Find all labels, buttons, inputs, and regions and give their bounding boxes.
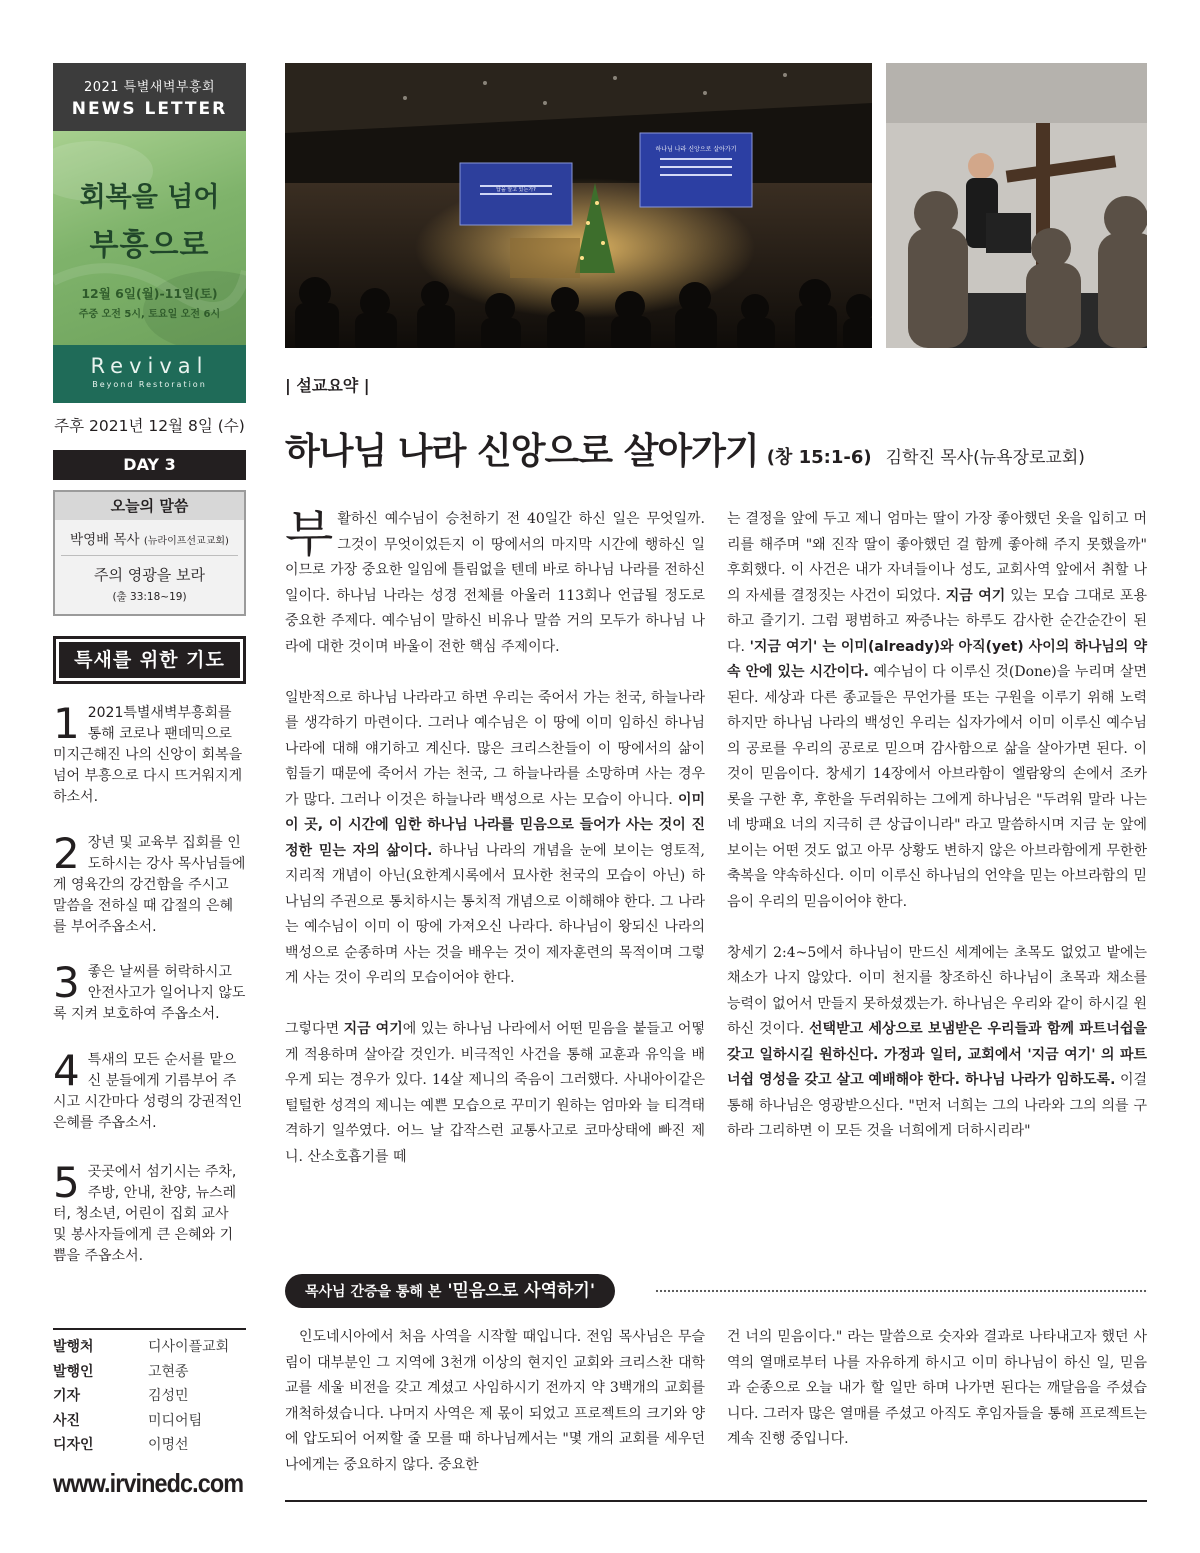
drop-cap: 부 [285,505,334,563]
prayer-item [53,699,246,808]
testimony-paragraph: 건 너의 믿음이다." 라는 말씀으로 숫자와 결과로 나타내고자 했던 사역의 열매로부터 나를 자유하게 하시고 이미 하나님이 하신 일, 믿음과 순종으로 오늘 내가 할 일만 하며 나가면 된다는 깨달음을 주셨습니다. 그러자 많은 열매를 주셨고 아직도 후임자들을 통해 프로젝트는 계속 진행 중입니다. [727,1329,1147,1447]
prayer-item [53,1046,246,1134]
preacher-photo [886,63,1147,348]
article-paragraph [727,941,1147,1145]
credit-label: 사진 [53,1412,81,1429]
article-paragraph [285,686,705,992]
emphasis-text: 선택받고 세상으로 보냄받은 우리들과 함께 파트너쉽을 갖고 일하시길 원하신다. 가정과 일터, 교회에서 '지금 여기' 의 파트너쉽 영성을 갖고 살고 예배해야 한다. 하나님 나라가 임하도록. [727,1021,1148,1088]
prayer-heading-box [53,636,246,684]
issue-date: 주후 2021년 12월 8일 (수) [54,417,245,435]
credit-row [53,1384,246,1409]
section-kicker: | 설교요약 | [285,376,370,395]
paragraph-text: 창세기 2:4~5에서 하나님이 만드신 세계에는 초목도 없었고 밭에는 채소가 나지 않았다. 이미 천지를 창조하신 하나님이 초목과 채소를 능력이 없어서 만들지 못하셨겠는가. 하나님은 우리와 같이 하시길 원하신 것이다. [727,944,1147,1037]
paragraph-text: 이걸 통해 하나님은 영광받으신다. "먼저 너희는 그의 나라와 그의 의를 구하라 그리하면 이 모든 것을 너희에게 더하시리라" [727,1072,1148,1139]
cover-title-line2: 부흥으로 [89,228,210,263]
testimony-heading [285,1274,615,1308]
publication-credits [53,1328,246,1458]
cover-header [53,63,246,131]
article-paragraph [285,1017,705,1170]
cover-title-line1: 회복을 넘어 [79,182,220,213]
slide-left-text: 답을 알고 있는가? [496,187,536,193]
paragraph-text: 예수님이 다 이루신 것(Done)을 누리며 살면 된다. 세상과 다른 종교들은 무언가를 또는 구원을 이루기 위해 노력하지만 하나님 나라의 백성인 우리는 십자가에서 이미 이루신 예수님의 공로를 우리의 공로로 믿으며 감사함으로 삶을 살아가면 된다. 이것이 믿음이다. 창세기 14장에서 아브라함이 엘람왕의 손에서 조카 롯을 구한 후, 후한을 두려워하는 그에게 하나님은 "두려워 말라 나는 네 방패요 너의 지극히 큰 상급이니라" 라고 말씀하시며 지금 눈 앞에 보이는 어떤 것도 없고 아무 상황도 변하지 않은 아브라함에게 무한한 축복을 약속하신다. 이미 이루신 하나님의 언약을 믿는 아브라함의 믿음이 우리의 믿음이어야 한다. [727,664,1147,910]
cover-revival: Revival [90,354,209,378]
testimony-column-1 [285,1325,705,1478]
emphasis-text: 이미 이 곳, 이 시간에 임한 하나님 나라를 믿음으로 들어가 사는 것이 진정한 믿는 자의 삶이다. [285,791,705,859]
prayer-item [53,1158,246,1267]
paragraph-text: 에 있는 하나님 나라에서 어떤 믿음을 붙들고 어떻게 적용하며 살아갈 것인가. 비극적인 사건을 통해 교훈과 유익을 배우게 되는 경우가 있다. 14살 제니의 죽음이 그러했다. 사내아이같은 털털한 성격의 제니는 예쁜 모습으로 꾸미기 원하는 엄마와 늘 티격태격하기 일쑤였다. 어느 날 갑작스런 교통사고로 코마상태에 빠진 제니. 산소호흡기를 떼 [285,1021,705,1165]
todays-word-title: 주의 영광을 보라 [94,566,205,584]
cover-year-title: 2021 특별새벽부흥회 [83,80,216,95]
newsletter-cover [53,63,246,403]
worship-service-photo [285,63,872,348]
paragraph-text: 는 결정을 앞에 두고 제니 엄마는 딸이 가장 좋아했던 옷을 입히고 머리를 해주며 "왜 진작 딸이 좋아했던 걸 함께 좋아해 주지 못했을까" 후회했다. 이 사건은 내가 자녀들이나 성도, 교회사역 앞에서 취할 나의 자세를 결정짓는 사건이 되었다. [727,511,1147,604]
credit-value: 고현종 [148,1363,189,1380]
credit-value: 미디어팀 [148,1412,203,1429]
cover-times: 주중 오전 5시, 토요일 오전 6시 [78,309,221,320]
prayer-item [53,958,246,1025]
slide-right-text: 하나님 나라 신앙으로 살아가기 [655,146,737,153]
prayer-text: 특새의 모든 순서를 맡으신 분들에게 기름부어 주시고 시간마다 성령의 강권적인 은혜를 주옵소서. [53,1052,243,1131]
prayer-number: 5 [53,1158,80,1207]
todays-word-box [53,490,246,616]
preacher-church: (뉴라이프선교교회) [143,536,229,547]
article-paragraph [285,507,705,660]
credit-label: 기자 [53,1388,81,1404]
cover-newsletter-label: NEWS LETTER [71,99,228,119]
prayer-number: 1 [53,699,80,748]
cover-revival-subtitle: Beyond Restoration [92,380,207,389]
bottom-rule [285,1500,1147,1502]
testimony-heading-title: '믿음으로 사역하기' [447,1281,596,1301]
cover-dates: 12월 6일(월)-11일(토) [81,286,218,301]
church-website: www.irvinedc.com [53,1468,244,1498]
credit-row [53,1360,246,1385]
cover-footer [53,345,246,403]
credit-row [53,1409,246,1434]
article-author: 김학진 목사(뉴욕장로교회) [885,448,1085,468]
preacher-name: 박영배 목사 [70,532,140,548]
emphasis-text: 지금 여기 [343,1021,403,1037]
cover-artwork [53,131,246,345]
credit-value: 디사이플교회 [148,1339,230,1355]
scripture-reference: (창 15:1-6) [766,447,872,468]
prayer-heading: 특새를 위한 기도 [59,642,240,678]
paragraph-text: 활하신 예수님이 승천하기 전 40일간 하신 일은 무엇일까. 그것이 무엇이었든지 이 땅에서의 마지막 시간에 행하신 일이므로 가장 중요한 일임에 틀림없을 텐데 바로 하나님 나라를 전하신 일이다. 하나님 나라는 성경 전체를 아울러 113회나 언급될 정도로 중요한 주제다. 예수님이 말하신 비유나 말씀 거의 모두가 하나님 나라에 대한 것이며 바울이 전한 핵심 주제이다. [285,511,705,655]
credit-label: 발행인 [53,1363,94,1380]
testimony-heading-lead: 목사님 간증을 통해 본 [305,1284,442,1300]
paragraph-text: 그렇다면 [285,1021,340,1037]
prayer-number: 3 [53,958,80,1007]
credit-row [53,1335,246,1360]
prayer-text: 좋은 날씨를 허락하시고 안전사고가 일어나지 않도록 지켜 보호하여 주옵소서. [53,964,246,1022]
todays-word-preacher [61,520,238,556]
prayer-item [53,829,246,938]
testimony-paragraph: 인도네시아에서 처음 사역을 시작할 때입니다. 전임 목사님은 무슬림이 대부분인 그 지역에 3천개 이상의 현지인 교회와 크리스찬 대학교를 세울 비전을 갖고 계셨고 사임하시기 전까지 약 3백개의 교회를 개척하셨습니다. 나머지 사역은 제 몫이 되었고 프로젝트의 크기와 양에 압도되어 어찌할 줄 모를 때 하나님께서는 "몇 개의 교회를 세우던 나에게는 중요하지 않다. 중요한 [285,1329,705,1473]
article-headline [285,423,1085,474]
emphasis-text: 지금 여기 [945,587,1006,604]
prayer-text: 2021특별새벽부흥회를 통해 코로나 팬데믹으로 미지근해진 나의 신앙이 회복을 넘어 부흥으로 다시 뜨거워지게 하소서. [53,705,243,805]
article-paragraph [727,507,1147,915]
prayer-number: 2 [53,829,80,878]
credit-value: 김성민 [148,1388,189,1404]
credit-value: 이명선 [148,1437,189,1453]
paragraph-text: 있는 모습 그대로 포용하고 즐기기. 그럼 평범하고 짜증나는 하루도 감사한 순간순간이 된다. [727,587,1147,655]
worship-service-illustration [285,63,872,348]
article-title: 하나님 나라 신앙으로 살아가기 [285,431,759,472]
dotted-divider [655,1289,1147,1293]
day-label: DAY 3 [53,450,246,480]
emphasis-text: '지금 여기' 는 이미(already)와 아직(yet) 사이의 하나님의 약속 안에 있는 시간이다. [727,638,1147,680]
todays-word-heading: 오늘의 말씀 [55,492,244,520]
article-column-1 [285,507,705,1170]
paragraph-text: 일반적으로 하나님 나라라고 하면 우리는 죽어서 가는 천국, 하늘나라를 생각하기 마련이다. 그러나 예수님은 이 땅에 이미 임하신 하나님 나라에 대해 얘기하고 계신다. 많은 크리스찬들이 이 땅에서의 삶이 힘들기 때문에 죽어서 가는 천국, 그 하늘나라를 소망하며 사는 경우가 많다. 그러나 이것은 하늘나라 백성으로 사는 모습이 아니다. [285,689,705,808]
paragraph-text: 하나님 나라의 개념을 눈에 보이는 영토적, 지리적 개념이 아닌(요한계시록에서 묘사한 천국의 모습이 아닌) 하나님의 주권으로 통치하시는 통치적 개념으로 이해해야 한다. 그 나라는 예수님이 이미 이 땅에 가져오신 나라다. 하나님이 왕되신 나라의 백성으로 순종하며 사는 것을 배우는 것이 제자훈련의 목적이며 그렇게 사는 것이 우리의 모습이어야 한다. [285,842,706,986]
prayer-text: 곳곳에서 섬기시는 주차, 주방, 안내, 찬양, 뉴스레터, 청소년, 어린이 집회 교사 및 봉사자들에게 큰 은혜와 기쁨을 주옵소서. [53,1164,237,1264]
testimony-column-2 [727,1325,1147,1453]
preacher-illustration [886,63,1147,348]
prayer-number: 4 [53,1046,80,1095]
credit-label: 발행처 [53,1339,94,1355]
prayer-text: 장년 및 교육부 집회를 인도하시는 강사 목사님들에게 영육간의 강건함을 주시고 말씀을 전하실 때 갑절의 은혜를 부어주옵소서. [53,835,246,935]
todays-word-reference: (출 33:18~19) [112,591,187,603]
credit-row [53,1433,246,1458]
credit-label: 디자인 [53,1437,94,1453]
article-column-2 [727,507,1147,1145]
